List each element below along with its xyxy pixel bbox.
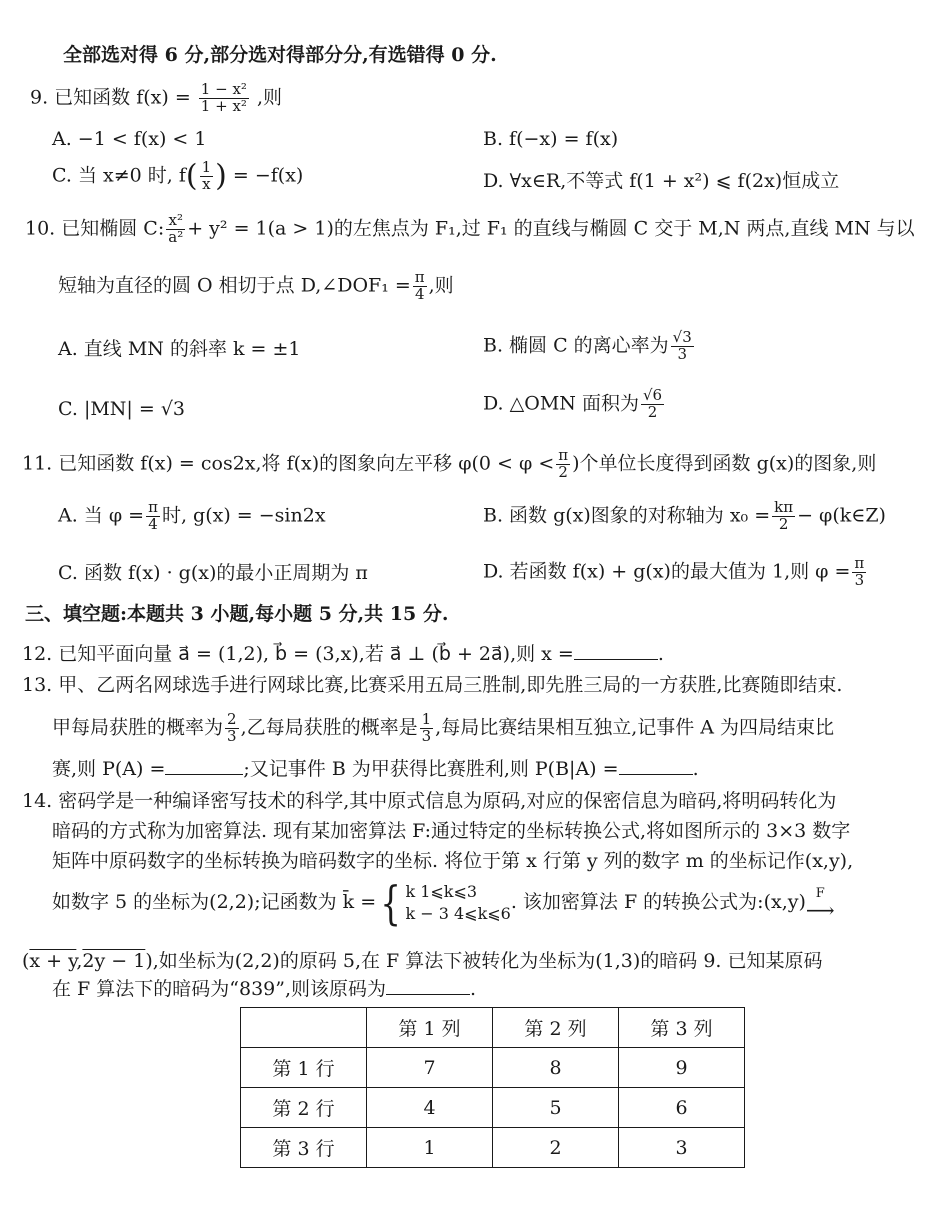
q10-option-a: A. 直线 MN 的斜率 k = ±1 bbox=[58, 338, 301, 360]
answer-blank bbox=[619, 773, 693, 775]
piecewise-function: k 1⩽k⩽3 k − 3 4⩽k⩽6 bbox=[405, 882, 511, 923]
table-cell: 5 bbox=[493, 1088, 619, 1128]
fraction: $\frac{√6}{2}$ bbox=[642, 386, 663, 421]
answer-blank bbox=[165, 773, 243, 775]
table-cell: 第 3 行 bbox=[241, 1128, 367, 1168]
table-row bbox=[241, 1048, 745, 1088]
fraction: $\frac{\pi}{3}$ bbox=[854, 554, 865, 589]
fraction: $\frac{\text{x²}}{\text{a²}}$ bbox=[168, 211, 184, 246]
table-cell: 1 bbox=[367, 1128, 493, 1168]
question-14-line5: (x + y,2y − 1),如坐标为(2,2)的原码 5,在 F 算法下被转化为坐标为(1,3)的暗码 9. 已知某原码 bbox=[22, 950, 823, 972]
q11-option-b: B. 函数 g(x)图象的对称轴为 x₀ = $\frac{k\pi}{2}$ − φ(k∈Z) bbox=[483, 498, 886, 533]
section-3-title: 三、填空题:本题共 3 小题,每小题 5 分,共 15 分. bbox=[25, 603, 449, 625]
question-12: 12. 已知平面向量 a⃗ = (1,2), b⃗ = (3,x),若 a⃗ ⊥ (b⃗ + 2a⃗),则 x = . bbox=[22, 643, 664, 665]
answer-blank bbox=[386, 993, 470, 995]
table-header-cell bbox=[241, 1008, 367, 1048]
table-cell: 第 1 行 bbox=[241, 1048, 367, 1088]
question-10-stem: 10. 已知椭圆 C: $\frac{\text{x²}}{\text{a²}}$ + y² = 1(a > 1)的左焦点为 F₁,过 F₁ 的直线与椭圆 C 交于 M,N 两点,直线 MN 与以 bbox=[25, 211, 915, 246]
table-cell: 9 bbox=[619, 1048, 745, 1088]
fraction: $\frac{\text{1 − x²}}{\text{1 + x²}}$ bbox=[200, 80, 247, 115]
code-matrix-table bbox=[240, 1007, 745, 1168]
question-13-line3: 赛,则 P(A) = ;又记事件 B 为甲获得比赛胜利,则 P(B|A) = . bbox=[52, 758, 699, 780]
table-header-cell: 第 2 列 bbox=[493, 1008, 619, 1048]
question-14-line4: 如数字 5 的坐标为(2,2);记函数为 k̄ ={ k 1⩽k⩽3 k − 3 4⩽k⩽6 . 该加密算法 F 的转换公式为:(x,y) F ⟶ bbox=[52, 876, 835, 930]
scoring-note: 全部选对得 6 分,部分选对得部分分,有选错得 0 分. bbox=[63, 44, 497, 66]
question-13-line2: 甲每局获胜的概率为 $\frac{2}{3}$ ,乙每局获胜的概率是 $\frac{1}{3}$ ,每局比赛结果相互独立,记事件 A 为四局结束比 bbox=[52, 710, 835, 745]
fraction: $\frac{\pi}{2}$ bbox=[558, 446, 569, 481]
question-9-stem: 9. 已知函数 f(x) = $\frac{\text{1 − x²}}{\text{1 + x²}}$ ,则 bbox=[30, 80, 283, 115]
q10-option-d: D. △OMN 面积为 $\frac{√6}{2}$ bbox=[483, 386, 663, 421]
fraction: $\frac{\pi}{4}$ bbox=[414, 268, 425, 303]
question-10-line2: 短轴为直径的圆 O 相切于点 D,∠DOF₁ = $\frac{\pi}{4}$ ,则 bbox=[58, 268, 454, 303]
fraction: $\frac{1}{x}$ bbox=[201, 158, 212, 193]
table-cell: 7 bbox=[367, 1048, 493, 1088]
question-11-stem: 11. 已知函数 f(x) = cos2x,将 f(x)的图象向左平移 φ(0 < φ < $\frac{\pi}{2}$ )个单位长度得到函数 g(x)的图象,则 bbox=[22, 446, 877, 481]
q11-option-a: A. 当 φ = $\frac{\pi}{4}$ 时, g(x) = −sin2x bbox=[58, 498, 326, 533]
fraction: $\frac{√3}{3}$ bbox=[672, 328, 692, 363]
table-cell: 8 bbox=[493, 1048, 619, 1088]
table-header-cell: 第 3 列 bbox=[619, 1008, 745, 1048]
q9-option-a: A. −1 < f(x) < 1 bbox=[52, 128, 207, 150]
table-header-row bbox=[241, 1008, 745, 1048]
table-row bbox=[241, 1128, 745, 1168]
q9-option-c: C. 当 x≠0 时, f( $\frac{1}{x}$ ) = −f(x) bbox=[52, 158, 304, 194]
question-14-line6: 在 F 算法下的暗码为“839”,则该原码为 . bbox=[52, 978, 477, 1000]
answer-blank bbox=[574, 658, 658, 660]
table-cell: 3 bbox=[619, 1128, 745, 1168]
table-row bbox=[241, 1088, 745, 1128]
fraction: $\frac{k\pi}{2}$ bbox=[774, 498, 794, 533]
table-cell: 6 bbox=[619, 1088, 745, 1128]
q9-option-d: D. ∀x∈R,不等式 f(1 + x²) ⩽ f(2x)恒成立 bbox=[483, 170, 840, 192]
fraction: $\frac{2}{3}$ bbox=[227, 710, 237, 745]
fraction: $\frac{1}{3}$ bbox=[421, 710, 432, 745]
question-14-line2: 暗码的方式称为加密算法. 现有某加密算法 F:通过特定的坐标转换公式,将如图所示的 3×3 数字 bbox=[52, 820, 851, 842]
table-cell: 4 bbox=[367, 1088, 493, 1128]
question-14-line1: 14. 密码学是一种编译密写技术的科学,其中原式信息为原码,对应的保密信息为暗码,将明码转化为 bbox=[22, 790, 837, 812]
table-cell: 2 bbox=[493, 1128, 619, 1168]
q10-option-c: C. |MN| = √3 bbox=[58, 398, 186, 420]
table-header-cell: 第 1 列 bbox=[367, 1008, 493, 1048]
arrow-icon: F ⟶ bbox=[805, 885, 835, 922]
q11-option-c: C. 函数 f(x) · g(x)的最小正周期为 π bbox=[58, 562, 368, 584]
q10-option-b: B. 椭圆 C 的离心率为 $\frac{√3}{3}$ bbox=[483, 328, 692, 363]
q9-option-b: B. f(−x) = f(x) bbox=[483, 128, 619, 150]
question-13-line1: 13. 甲、乙两名网球选手进行网球比赛,比赛采用五局三胜制,即先胜三局的一方获胜,比赛随即结束. bbox=[22, 674, 843, 696]
question-14-line3: 矩阵中原码数字的坐标转换为暗码数字的坐标. 将位于第 x 行第 y 列的数字 m 的坐标记作(x,y), bbox=[52, 850, 854, 872]
fraction: $\frac{\pi}{4}$ bbox=[148, 498, 158, 533]
q11-option-d: D. 若函数 f(x) + g(x)的最大值为 1,则 φ = $\frac{\pi}{3}$ bbox=[483, 554, 865, 589]
table-cell: 第 2 行 bbox=[241, 1088, 367, 1128]
